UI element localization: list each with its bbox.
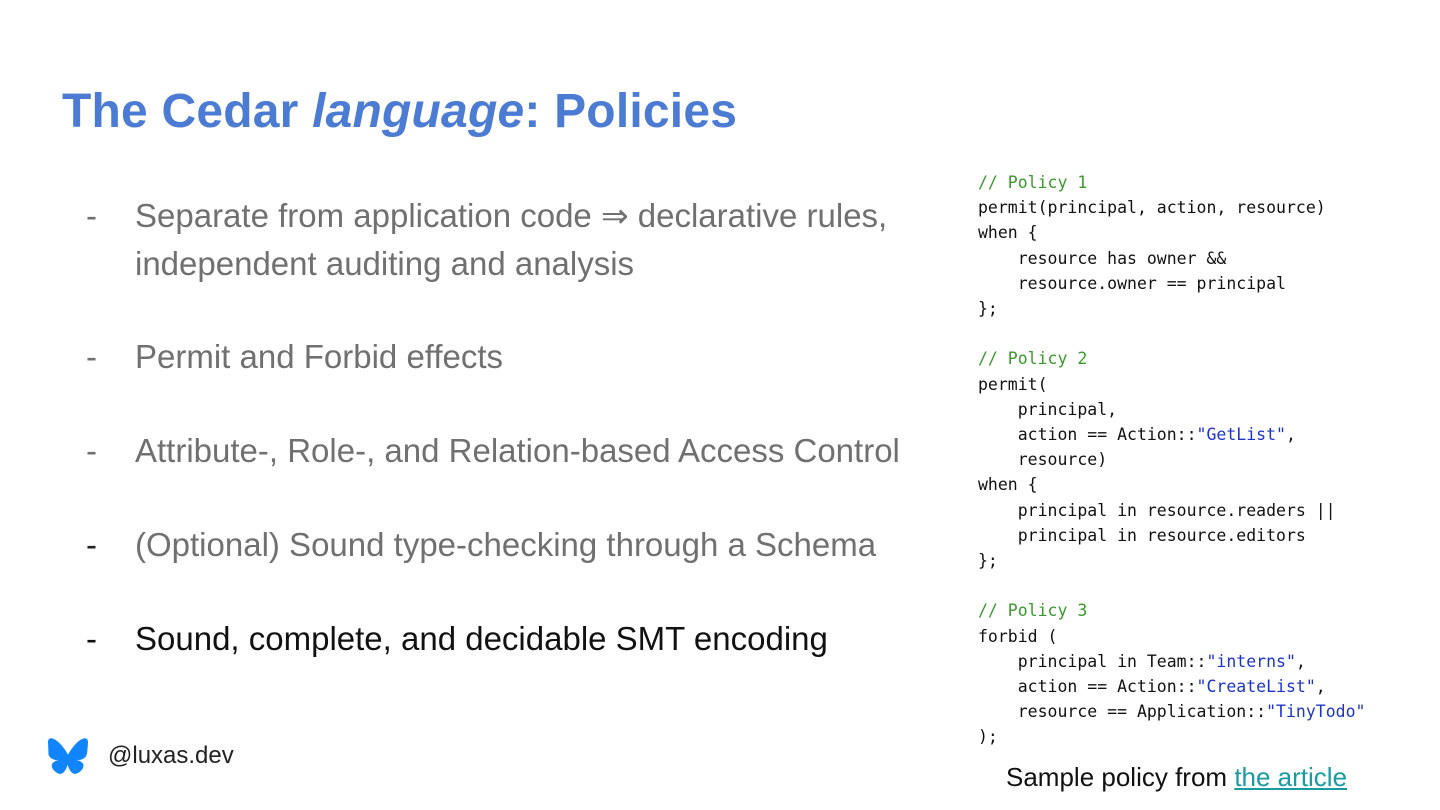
code-line: principal,	[978, 399, 1118, 419]
bullet-marker: -	[86, 197, 97, 234]
caption-text: Sample policy from	[1006, 762, 1235, 792]
bullet-marker: -	[86, 338, 97, 375]
code-string: "CreateList"	[1196, 677, 1316, 697]
code-line: action == Action::	[978, 425, 1197, 445]
code-line: principal in Team::	[978, 651, 1207, 671]
bullet-item	[86, 333, 946, 381]
bullet-text: Permit and Forbid effects	[135, 338, 504, 375]
code-line: resource.owner == principal	[978, 273, 1286, 293]
code-caption	[1006, 762, 1347, 793]
bullet-marker: -	[86, 526, 97, 563]
code-line: resource has owner &&	[978, 248, 1227, 268]
butterfly-icon	[48, 738, 88, 774]
code-line: principal in resource.editors	[978, 525, 1306, 545]
code-line: );	[978, 727, 998, 747]
bullet-text: Sound, complete, and decidable SMT encoding	[135, 620, 828, 657]
code-line: permit(principal, action, resource)	[978, 198, 1326, 218]
bullet-marker: -	[86, 432, 97, 469]
title-part1: The Cedar	[62, 85, 313, 138]
code-line: resource)	[978, 450, 1108, 470]
code-comment-policy2: // Policy 2	[978, 349, 1088, 369]
code-sample	[978, 170, 1365, 750]
bullet-item	[86, 427, 946, 475]
title-part2: : Policies	[524, 85, 738, 138]
code-punct: ,	[1295, 651, 1306, 671]
bullet-text: Separate from application code ⇒ declarative rules, independent auditing and analysis	[135, 197, 888, 282]
bullet-marker: -	[86, 620, 97, 657]
title-italic: language	[312, 85, 525, 138]
code-line: when {	[978, 223, 1038, 243]
code-punct: ,	[1285, 425, 1296, 445]
code-line: forbid (	[978, 626, 1058, 646]
code-line: principal in resource.readers ||	[978, 500, 1336, 520]
handle-text: @luxas.dev	[108, 742, 234, 769]
bullet-item	[86, 521, 946, 569]
code-line: };	[978, 299, 998, 319]
bullet-text: Attribute-, Role-, and Relation-based Access Control	[135, 432, 900, 469]
article-link[interactable]: the article	[1234, 762, 1348, 792]
code-line: permit(	[978, 374, 1048, 394]
code-line: };	[978, 551, 998, 571]
code-comment-policy1: // Policy 1	[978, 173, 1088, 192]
code-string: "GetList"	[1196, 425, 1286, 445]
code-comment-policy3: // Policy 3	[978, 601, 1088, 621]
author-handle	[48, 738, 234, 774]
bullet-item	[86, 192, 946, 288]
code-string: "interns"	[1206, 651, 1296, 671]
bullet-item	[86, 615, 946, 663]
code-string: "TinyTodo"	[1266, 702, 1366, 722]
code-punct: ,	[1315, 677, 1326, 697]
code-line: resource == Application::	[978, 702, 1267, 722]
code-line: when {	[978, 475, 1038, 495]
bullet-text: (Optional) Sound type-checking through a Schema	[135, 526, 877, 563]
slide-title	[62, 84, 737, 139]
code-line: action == Action::	[978, 677, 1197, 697]
